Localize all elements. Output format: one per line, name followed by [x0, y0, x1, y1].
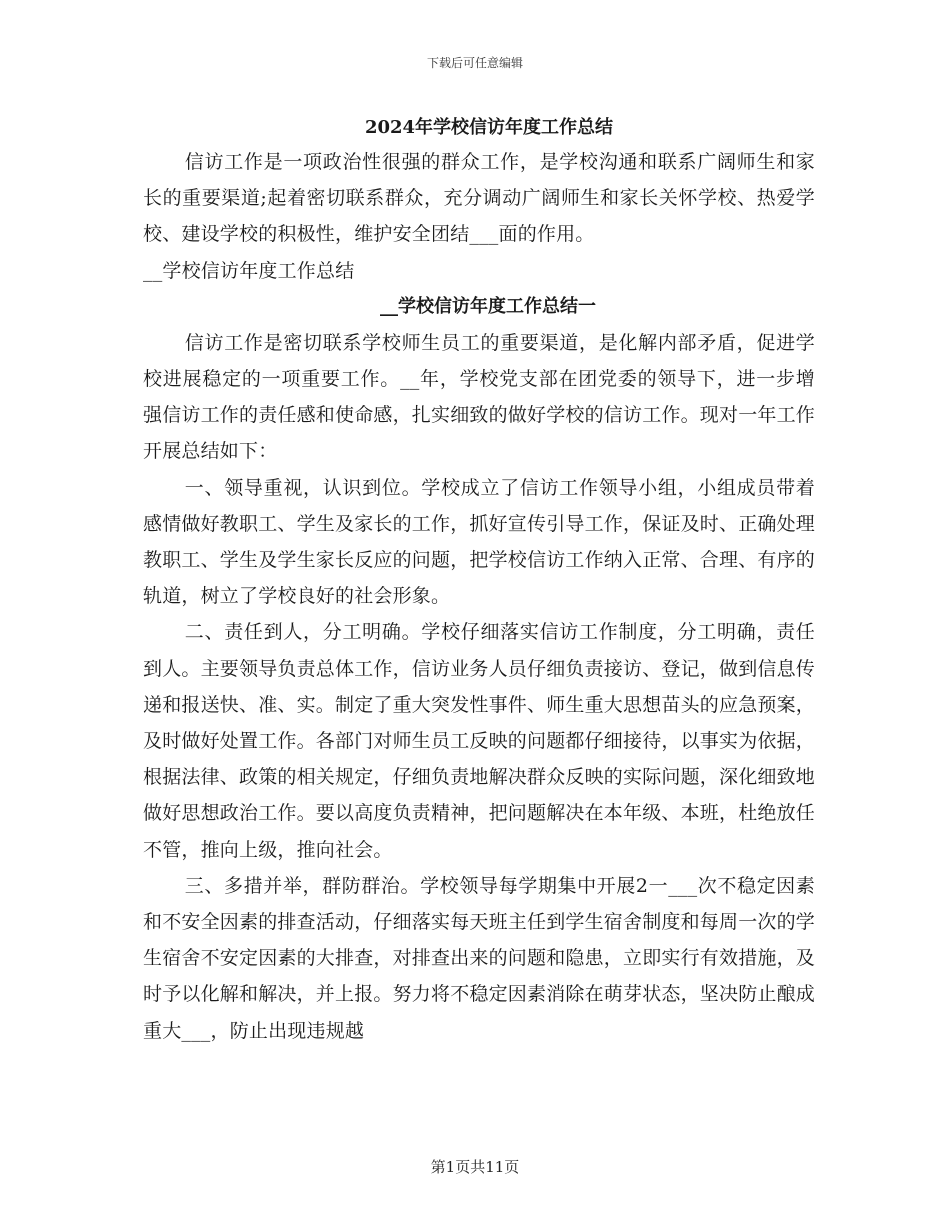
body-paragraph: 一、领导重视，认识到位。学校成立了信访工作领导小组，小组成员带着感情做好教职工、学生及家长的工作，抓好宣传引导工作，保证及时、正确处理教职工、学生及学生家长反应的问题，把学校信访工作纳入正常、合理、有序的轨道，树立了学校良好的社会形象。	[143, 476, 816, 608]
document-title: 2024年学校信访年度工作总结	[364, 117, 614, 138]
body-paragraph: 三、多措并举，群防群治。学校领导每学期集中开展2一___次不稳定因素和不安全因素的排查活动，仔细落实每天班主任到学生宿舍制度和每周一次的学生宿舍不安定因素的大排查，对排查出来的问题和隐患，立即实行有效措施，及时予以化解和解决，并上报。努力将不稳定因素消除在萌芽状态，坚决防止酿成重大___，防止出现违规越	[143, 874, 816, 1042]
page-footer: 第1页共11页	[430, 1158, 520, 1176]
intro-paragraph: 信访工作是一项政治性很强的群众工作，是学校沟通和联系广阔师生和家长的重要渠道;起着密切联系群众，充分调动广阔师生和家长关怀学校、热爱学校、建设学校的积极性，维护安全团结___面的作用。	[143, 151, 815, 246]
body-paragraph: 二、责任到人，分工明确。学校仔细落实信访工作制度，分工明确，责任到人。主要领导负责总体工作，信访业务人员仔细负责接访、登记，做到信息传递和报送快、准、实。制定了重大突发性事件、师生重大思想苗头的应急预案，及时做好处置工作。各部门对师生员工反映的问题都仔细接待，以事实为依据，根据法律、政策的相关规定，仔细负责地解决群众反映的实际问题，深化细致地做好思想政治工作。要以高度负责精神，把问题解决在本年级、本班，杜绝放任不管，推向上级，推向社会。	[143, 621, 816, 861]
section-title: __学校信访年度工作总结一	[380, 295, 596, 317]
intro-tail: __学校信访年度工作总结	[143, 259, 355, 282]
body-paragraph: 信访工作是密切联系学校师生员工的重要渠道，是化解内部矛盾，促进学校进展稳定的一项重要工作。__年，学校党支部在团党委的领导下，进一步增强信访工作的责任感和使命感，扎实细致的做好学校的信访工作。现对一年工作开展总结如下：	[143, 331, 816, 463]
page-header-note: 下载后可任意编辑	[426, 56, 523, 70]
document-body	[143, 112, 815, 1049]
